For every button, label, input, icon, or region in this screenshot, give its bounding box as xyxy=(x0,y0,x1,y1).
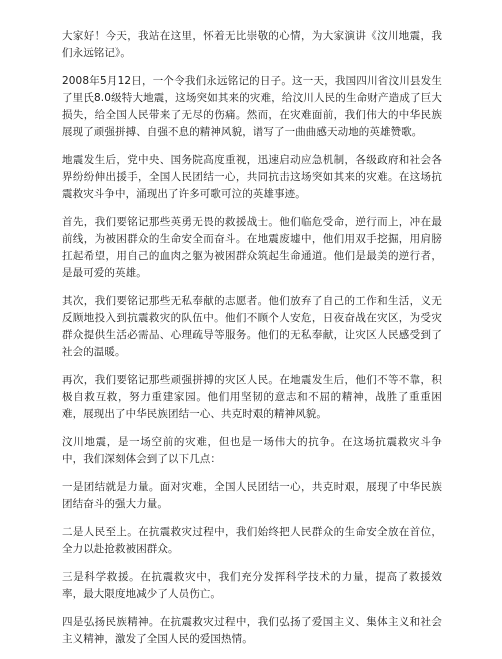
paragraph-disaster-people: 再次，我们要铭记那些顽强拼搏的灾区人民。在地震发生后，他们不等不靠，积极自救互救，努力重建家园。他们用坚韧的意志和不屈的精神，战胜了重重困难，展现出了中华民族团结一心、共克时艰的精神风貌。 xyxy=(62,374,442,420)
paragraph-lesson-spirit: 四是弘扬民族精神。在抗震救灾过程中，我们弘扬了爱国主义、集体主义和社会主义精神，激发了全国人民的爱国热情。 xyxy=(62,616,442,645)
paragraph-rescuers: 首先，我们要铭记那些英勇无畏的救援战士。他们临危受命，逆行而上，冲在最前线，为被困群众的生命安全而奋斗。在地震废墟中，他们用双手挖掘，用肩膀扛起希望，用自己的血肉之躯为被困群众筑起生命通道。他们是最美的逆行者，是最可爱的英雄。 xyxy=(62,216,442,279)
paragraph-lesson-unity: 一是团结就是力量。面对灾难，全国人民团结一心，共克时艰，展现了中华民族团结奋斗的强大力量。 xyxy=(62,481,442,510)
paragraph-response: 地震发生后，党中央、国务院高度重视，迅速启动应急机制，各级政府和社会各界纷纷伸出援手，全国人民团结一心，共同抗击这场突如其来的灾难。在这场抗震救灾斗争中，涌现出了许多可歌可泣的英雄事迹。 xyxy=(62,154,442,200)
speech-document xyxy=(62,28,442,659)
paragraph-greeting: 大家好！今天，我站在这里，怀着无比崇敬的心情，为大家演讲《汶川地震，我们永远铭记》。 xyxy=(62,30,442,59)
paragraph-lesson-science: 三是科学救援。在抗震救灾中，我们充分发挥科学技术的力量，提高了救援效率，最大限度地减少了人员伤亡。 xyxy=(62,571,442,600)
paragraph-date-event: 2008年5月12日，一个令我们永远铭记的日子。这一天，我国四川省汶川县发生了里氏8.0级特大地震，这场突如其来的灾难，给汶川人民的生命财产造成了巨大损失，给全国人民带来了无尽的伤痛。然而，在灾难面前，我们伟大的中华民族展现了顽强拼搏、自强不息的精神风貌，谱写了一曲曲感天动地的英雄赞歌。 xyxy=(62,75,442,138)
paragraph-volunteers: 其次，我们要铭记那些无私奉献的志愿者。他们放弃了自己的工作和生活，义无反顾地投入到抗震救灾的队伍中。他们不顾个人安危，日夜奋战在灾区，为受灾群众提供生活必需品、心理疏导等服务。他们的无私奉献，让灾区人民感受到了社会的温暖。 xyxy=(62,295,442,358)
paragraph-lessons-intro: 汶川地震，是一场空前的灾难，但也是一场伟大的抗争。在这场抗震救灾斗争中，我们深刻体会到了以下几点： xyxy=(62,436,442,465)
paragraph-lesson-people-first: 二是人民至上。在抗震救灾过程中，我们始终把人民群众的生命安全放在首位，全力以赴抢救被困群众。 xyxy=(62,526,442,555)
